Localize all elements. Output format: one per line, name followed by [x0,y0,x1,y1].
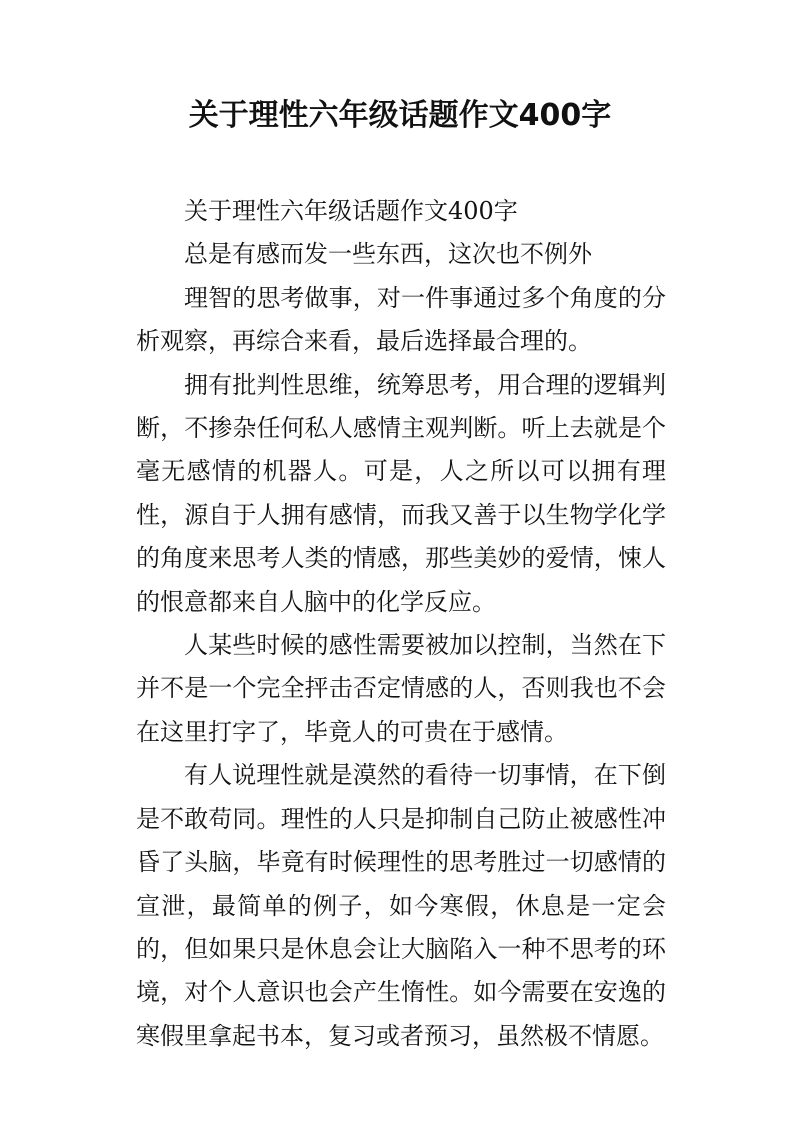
article-body [136,190,666,1058]
paragraph-2: 总是有感而发一些东西，这次也不例外 [184,240,592,269]
paragraph-5: 人某些时候的感性需要被加以控制，当然在下并不是一个完全抨击否定情感的人，否则我也不会在这里打字了，毕竟人的可贵在于感情。 [136,631,666,746]
paragraph-3: 理智的思考做事，对一件事通过多个角度的分析观察，再综合来看，最后选择最合理的。 [136,283,666,356]
paragraph-1: 关于理性六年级话题作文400字 [184,197,518,225]
paragraph-6: 有人说理性就是漠然的看待一切事情，在下倒是不敢苟同。理性的人只是抑制自己防止被感性冲昏了头脑，毕竟有时候理性的思考胜过一切感情的宣泄，最简单的例子，如今寒假，休息是一定会的，但如果只是休息会让大脑陷入一种不思考的环境，对个人意识也会产生惰性。如今需要在安逸的寒假里拿起书本，复习或者预习，虽然极不情愿。 [136,761,666,1050]
page-title: 关于理性六年级话题作文400字 [188,98,612,133]
paragraph-4: 拥有批判性思维，统筹思考，用合理的逻辑判断，不掺杂任何私人感情主观判断。听上去就是个毫无感情的机器人。可是，人之所以可以拥有理性，源自于人拥有感情，而我又善于以生物学化学的角度来思考人类的情感，那些美妙的爱情，悚人的恨意都来自人脑中的化学反应。 [136,370,666,616]
